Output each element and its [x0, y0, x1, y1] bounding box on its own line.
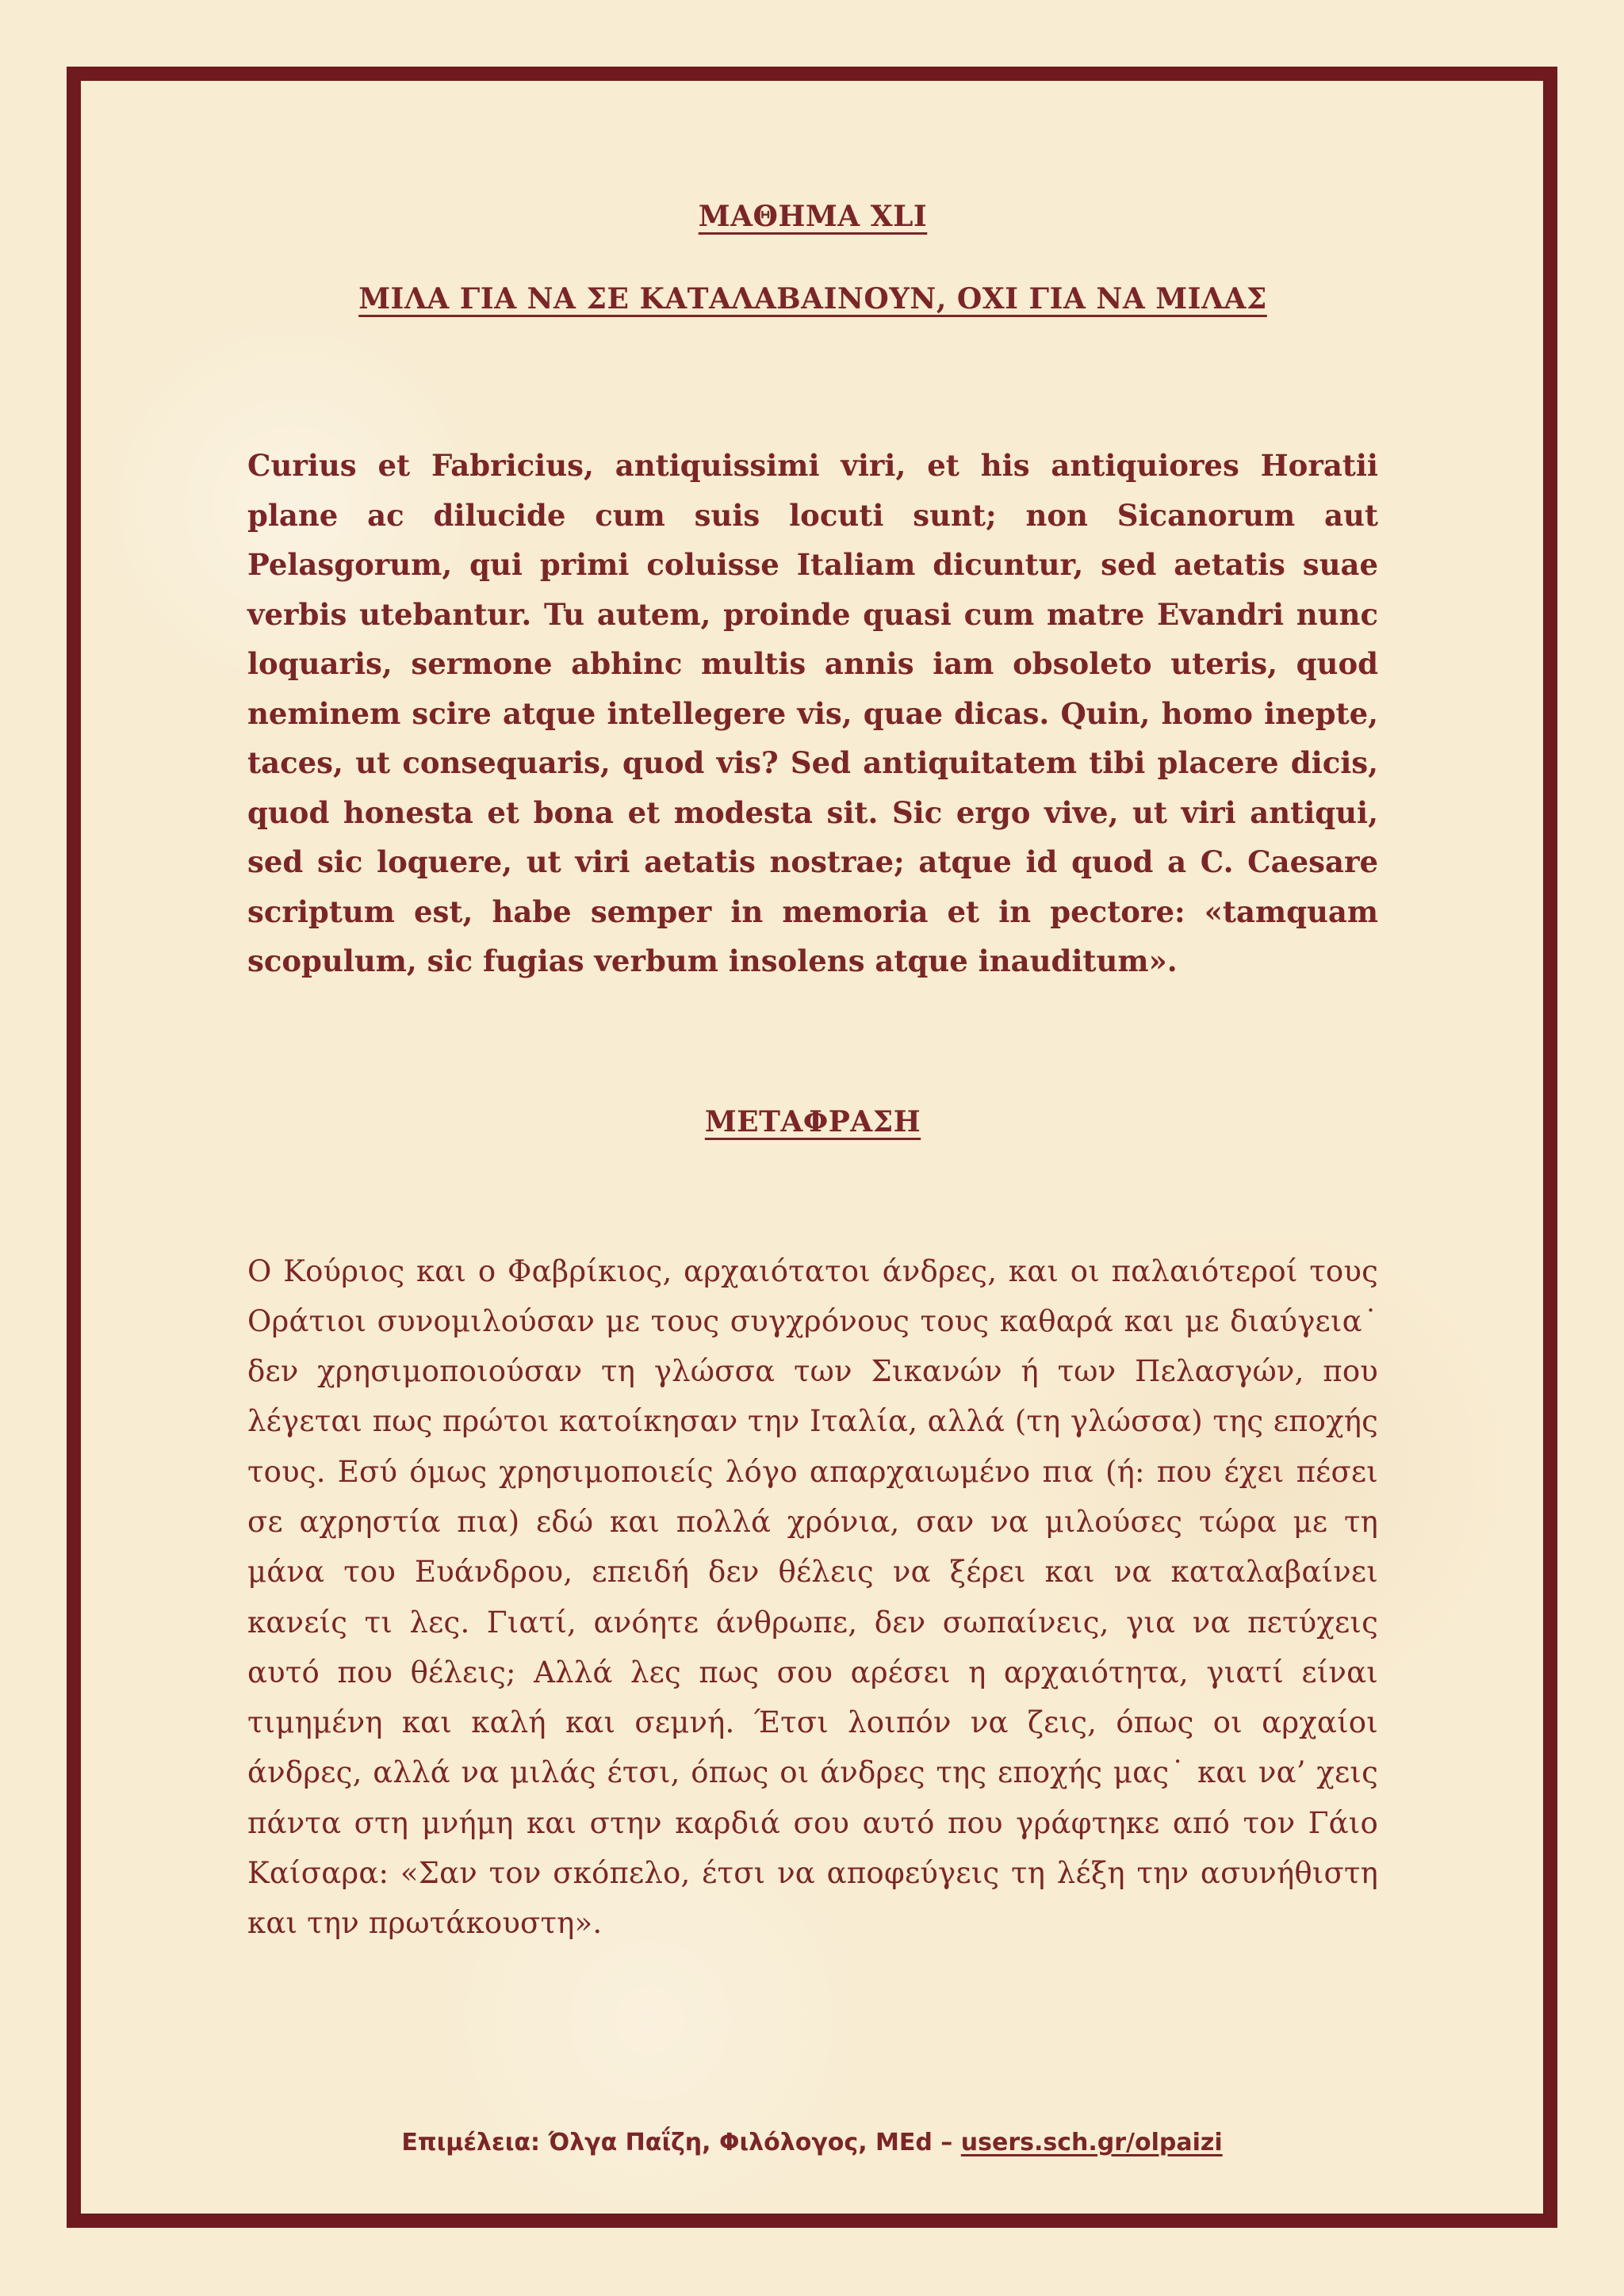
translation-heading: ΜΕΤΑΦΡΑΣΗ — [704, 1104, 921, 1138]
document-body — [247, 200, 1378, 1949]
latin-text: Curius et Fabricius, antiquissimi viri, et his antiquiores Horatii plane ac dilucide cum suis locuti sunt; non Sicanorum aut Pelasgorum, qui primi coluisse Italiam dicuntur, sed aetatis suae verbis utebantur. Tu autem, proinde quasi cum matre Evandri nunc loquaris, sermone abhinc multis annis iam obsoleto uteris, quod neminem scire atque intellegere vis, quae dicas. Quin, homo inepte, taces, ut consequaris, quod vis? Sed antiquitatem tibi placere dicis, quod honesta et bona et modesta sit. Sic ergo vive, ut viri antiqui, sed sic loquere, ut viri aetatis nostrae; atque id quod a C. Caesare scriptum est, habe semper in memoria et in pectore: «tamquam scopulum, sic fugias verbum insolens atque inauditum». — [247, 448, 1378, 978]
greek-translation: Ο Κούριος και ο Φαβρίκιος, αρχαιότατοι άνδρες, και οι παλαιότεροί τους Οράτιοι συνομιλούσαν με τους συγχρόνους τους καθαρά και με διαύγεια˙ δεν χρησιμοποιούσαν τη γλώσσα των Σικανών ή των Πελασγών, που λέγεται πως πρώτοι κατοίκησαν την Ιταλία, αλλά (τη γλώσσα) της εποχής τους. Εσύ όμως χρησιμοποιείς λόγο απαρχαιωμένο πια (ή: που έχει πέσει σε αχρηστία πια) εδώ και πολλά χρόνια, σαν να μιλούσες τώρα με τη μάνα του Ευάνδρου, επειδή δεν θέλεις να ξέρει και να καταλαβαίνει κανείς τι λες. Γιατί, ανόητε άνθρωπε, δεν σωπαίνεις, για να πετύχεις αυτό που θέλεις; Αλλά λες πως σου αρέσει η αρχαιότητα, γιατί είναι τιμημένη και καλή και σεμνή. Έτσι λοιπόν να ζεις, όπως οι αρχαίοι άνδρες, αλλά να μιλάς έτσι, όπως οι άνδρες της εποχής μας˙ και να’ χεις πάντα στη μνήμη και στην καρδιά σου αυτό που γράφτηκε από τον Γάιο Καίσαρα: «Σαν τον σκόπελο, έτσι να αποφεύγεις τη λέξη την ασυνήθιστη και την πρωτάκουστη». — [247, 1253, 1378, 1941]
footer-link[interactable]: users.sch.gr/olpaizi — [960, 2129, 1223, 2156]
lesson-subtitle: ΜΙΛΑ ΓΙΑ ΝΑ ΣΕ ΚΑΤΑΛΑΒΑΙΝΟΥΝ, ΟΧΙ ΓΙΑ ΝΑ ΜΙΛΑΣ — [358, 282, 1267, 316]
footer — [0, 2129, 1624, 2156]
footer-credit: Επιμέλεια: Όλγα Παΐζη, Φιλόλογος, MEd – — [401, 2129, 961, 2156]
lesson-title: ΜΑΘΗΜΑ XLI — [698, 200, 928, 233]
